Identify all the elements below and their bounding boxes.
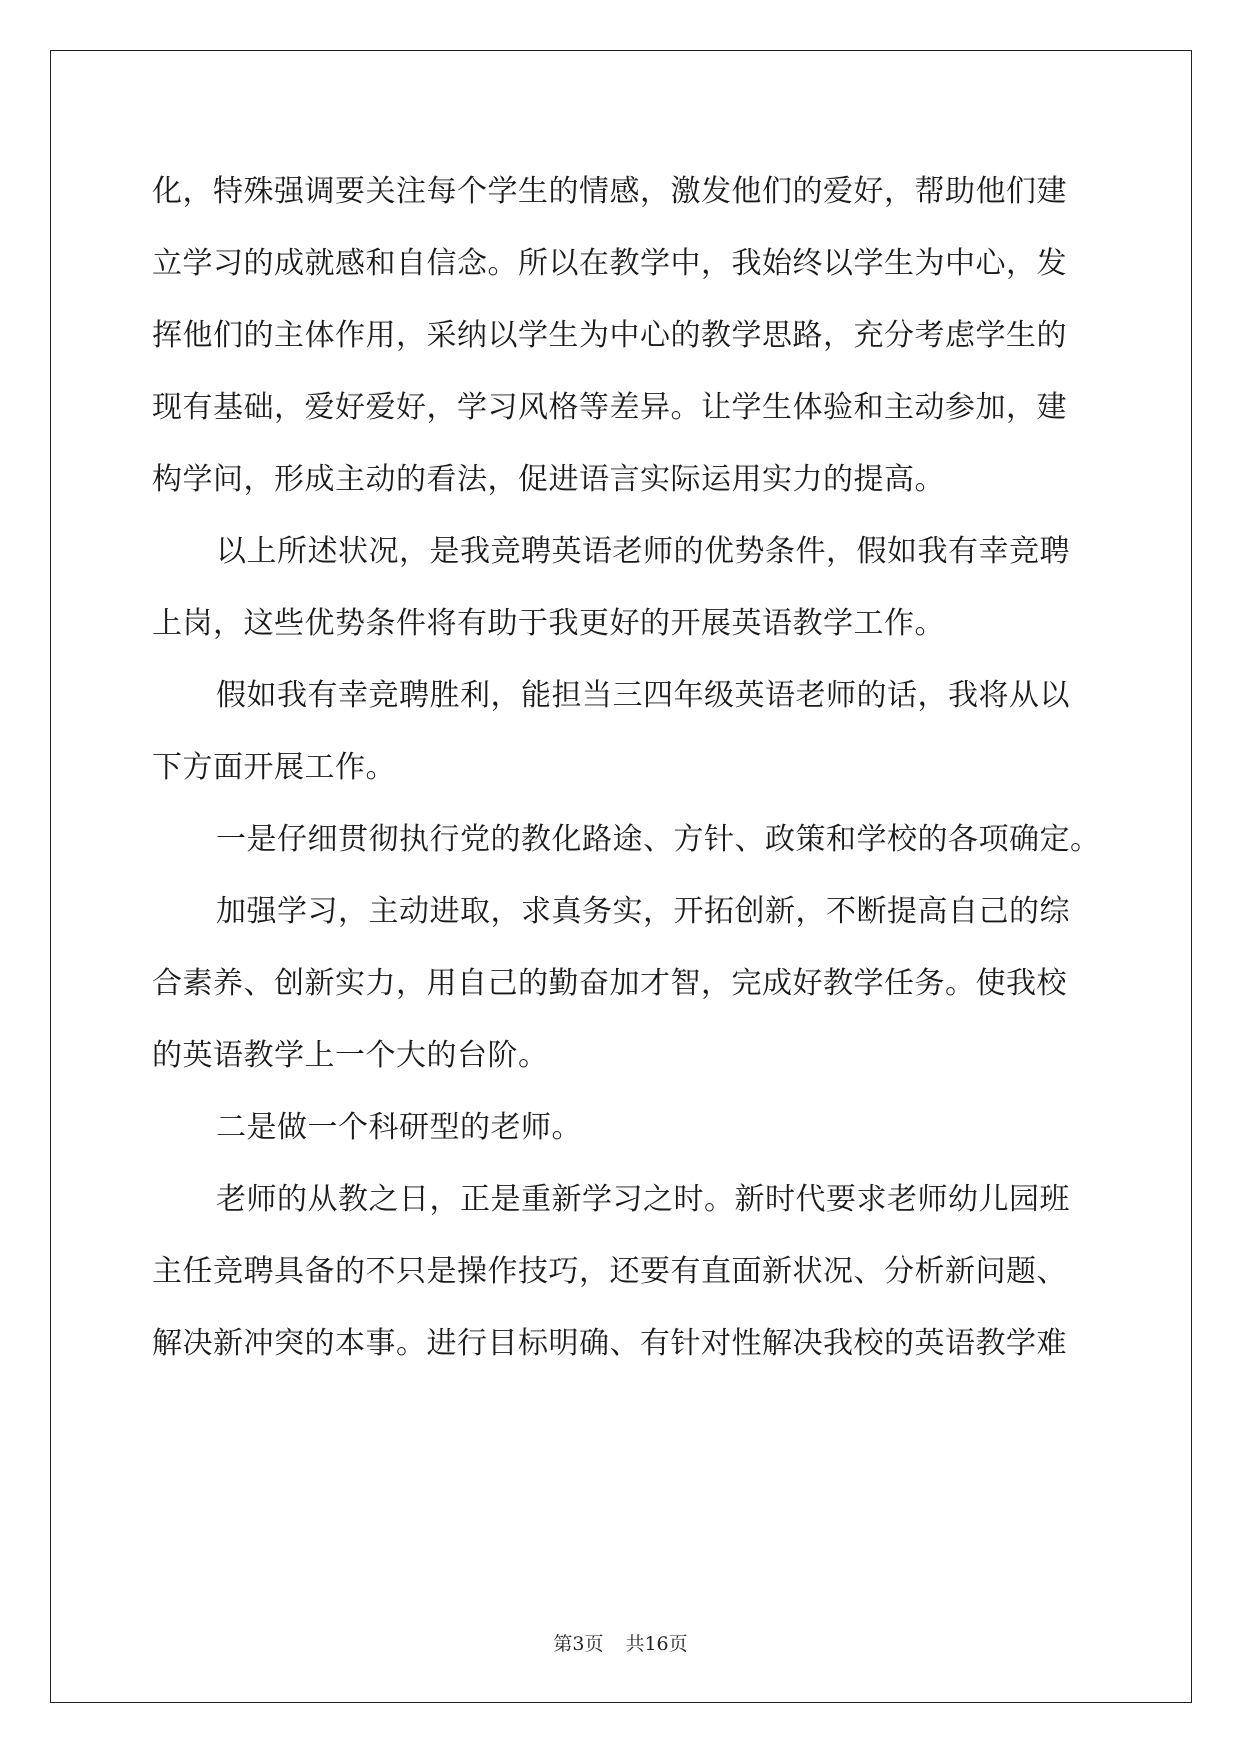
text-line: 以上所述状况，是我竞聘英语老师的优势条件，假如我有幸竞聘 <box>216 534 1070 569</box>
text-line: 构学问，形成主动的看法，促进语言实际运用实力的提高。 <box>152 462 945 497</box>
text-line: 假如我有幸竞聘胜利，能担当三四年级英语老师的话，我将从以 <box>216 678 1070 713</box>
text-line: 化，特殊强调要关注每个学生的情感，激发他们的爱好，帮助他们建 <box>152 174 1067 209</box>
text-line: 二是做一个科研型的老师。 <box>216 1110 582 1145</box>
page-border <box>50 50 1192 1703</box>
text-line: 解决新冲突的本事。进行目标明确、有针对性解决我校的英语教学难 <box>152 1326 1067 1361</box>
text-line: 加强学习，主动进取，求真务实，开拓创新，不断提高自己的综 <box>216 894 1070 929</box>
text-line: 合素养、创新实力，用自己的勤奋加才智，完成好教学任务。使我校 <box>152 966 1067 1001</box>
text-line: 主任竞聘具备的不只是操作技巧，还要有直面新状况、分析新问题、 <box>152 1254 1067 1289</box>
page-number: 第3页 <box>553 1633 604 1655</box>
page-total: 共16页 <box>625 1633 688 1655</box>
text-line: 上岗，这些优势条件将有助于我更好的开展英语教学工作。 <box>152 606 945 641</box>
page-footer <box>0 1629 1241 1656</box>
text-line: 的英语教学上一个大的台阶。 <box>152 1038 549 1073</box>
text-line: 立学习的成就感和自信念。所以在教学中，我始终以学生为中心，发 <box>152 246 1067 281</box>
text-line: 一是仔细贯彻执行党的教化路途、方针、政策和学校的各项确定。 <box>216 822 1101 857</box>
text-line: 挥他们的主体作用，采纳以学生为中心的教学思路，充分考虑学生的 <box>152 318 1067 353</box>
text-line: 下方面开展工作。 <box>152 750 396 785</box>
text-line: 现有基础，爱好爱好，学习风格等差异。让学生体验和主动参加，建 <box>152 390 1067 425</box>
text-line: 老师的从教之日，正是重新学习之时。新时代要求老师幼儿园班 <box>216 1182 1070 1217</box>
